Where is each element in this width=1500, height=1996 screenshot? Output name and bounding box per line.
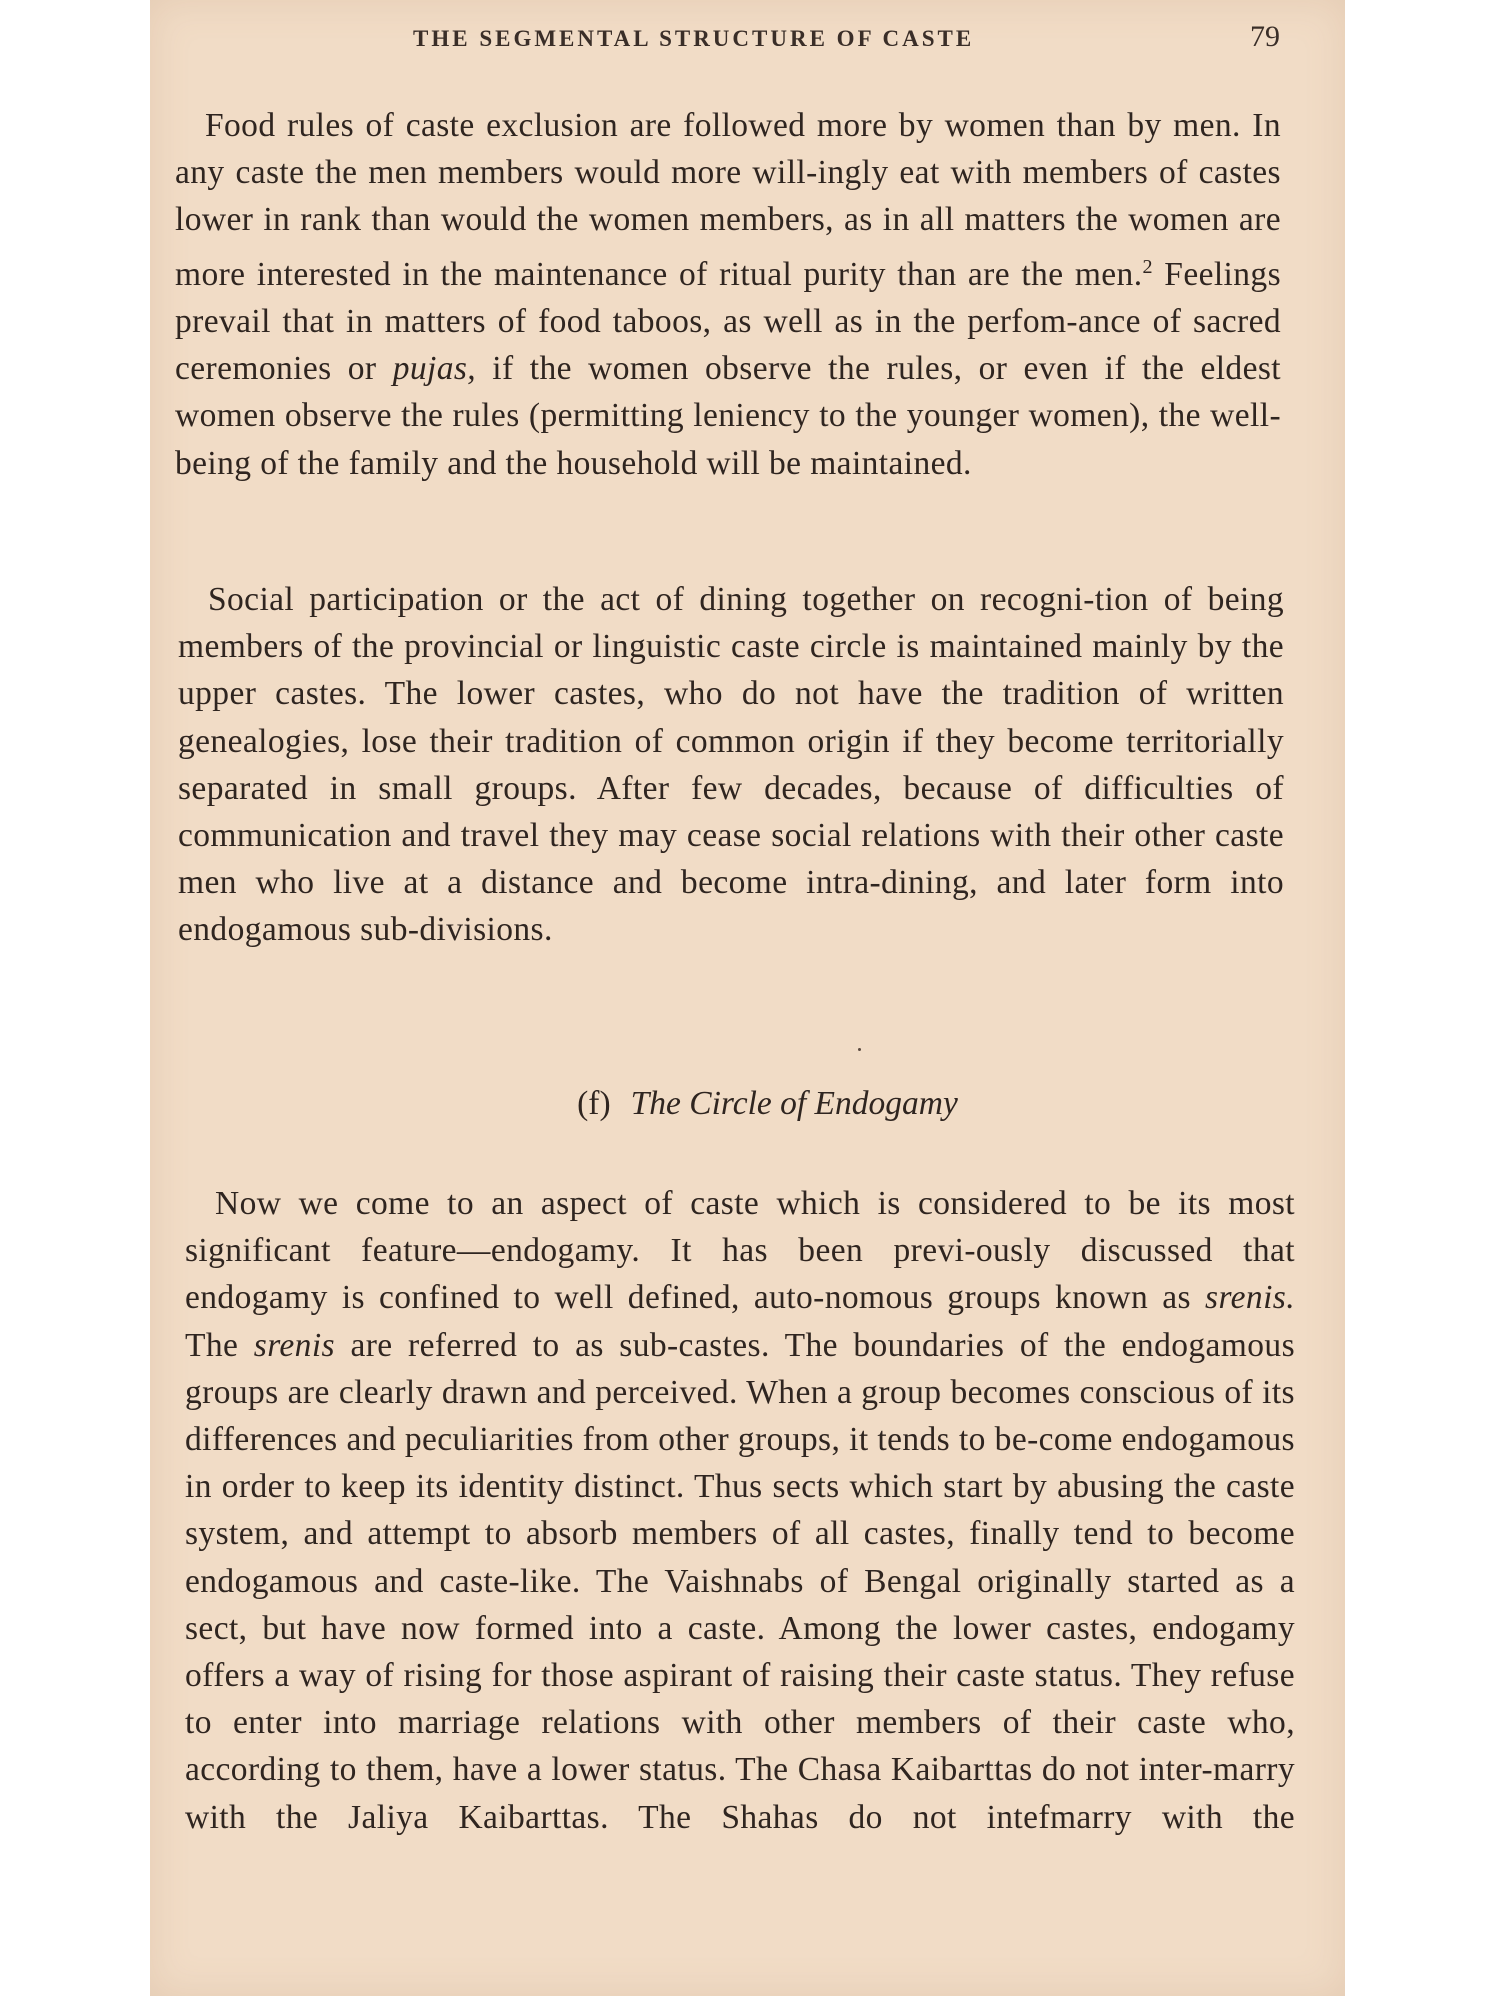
paragraph-food-rules (175, 102, 1281, 487)
text-run: Food rules of caste exclusion are followed more by women than by men. In any caste the men members would more will-ingly eat with members of castes lower in rank than would the women members, as in all matters the women are more interested in the maintenance of ritual purity than are the men. (175, 107, 1281, 293)
text-run: Now we come to an aspect of caste which is considered to be its most significant feature—endogamy. It has been previ-ously discussed that endogamy is confined to well defined, auto-nomous groups known as (185, 1185, 1295, 1317)
page-number: 79 (1250, 20, 1280, 53)
text-run: are referred to as sub-castes. The boundaries of the endogamous groups are clearly drawn and perceived. When a group becomes conscious of its differences and peculiarities from other groups, it tends to be-come endogamous in order to keep its identity distinct. Thus sects which start by abusing the caste system, and attempt to absorb members of all castes, finally tend to become endogamous and caste-like. The Vaishnabs of Bengal originally started as a sect, but have now formed into a caste. Among the lower castes, endogamy offers a way of rising for those aspirant of raising their caste status. They refuse to enter into marriage relations with other members of their caste who, according to them, have a lower status. The Chasa Kaibarttas do not inter-marry with the Jaliya Kaibarttas. The Shahas do not intefmarry with the (185, 1326, 1295, 1836)
section-heading (150, 1085, 1345, 1123)
footnote-ref: 2 (1142, 255, 1153, 278)
italic-term: srenis. (1205, 1279, 1295, 1317)
paragraph-social-participation (178, 576, 1284, 954)
italic-term: srenis (253, 1326, 335, 1364)
text-run: Feelings prevail that in matters of food taboos, as well as in the perfom-ance of sacred ceremonies or (175, 255, 1282, 388)
text-run: The (185, 1326, 254, 1364)
running-head: THE SEGMENTAL STRUCTURE OF CASTE (413, 26, 975, 51)
stray-mark (858, 1048, 861, 1051)
text-run: Social participation or the act of dining together on recogni-tion of being members of the provincial or linguistic caste circle is maintained mainly by the upper castes. The lower castes, who do not have the tradition of written genealogies, lose their tradition of common origin if they become territorially separated in small groups. After few decades, because of difficulties of communication and travel they may cease social relations with their other caste men who live at a distance and become intra-dining, and later form into endogamous sub-divisions. (178, 581, 1284, 949)
italic-term: pujas, (392, 350, 477, 388)
section-label: (f) (577, 1085, 611, 1122)
book-page (150, 0, 1345, 1996)
section-title: The Circle of Endogamy (630, 1085, 958, 1122)
paragraph-endogamy (185, 1180, 1295, 1980)
text-run: if the women observe the rules, or even if the eldest women observe the rules (permitting leniency to the younger women), the well-being of the family and the household will be maintained. (175, 350, 1281, 482)
